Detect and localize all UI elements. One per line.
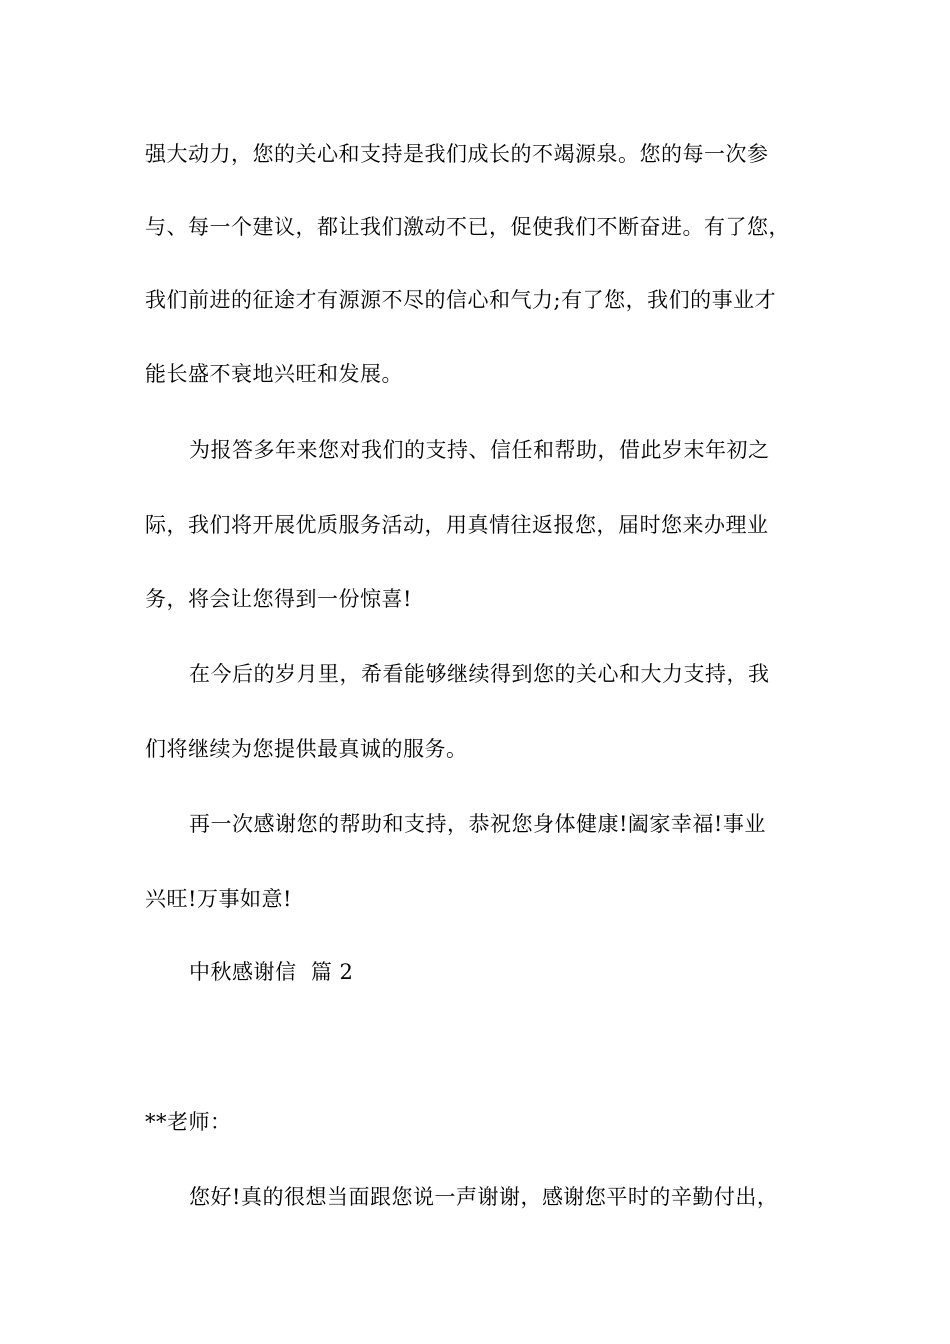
paragraph-5-line-1: 您好!真的很想当面跟您说一声谢谢，感谢您平时的辛勤付出， (189, 1185, 779, 1209)
paragraph-1-line-3: 我们前进的征途才有源源不尽的信心和气力;有了您，我们的事业才 (145, 288, 777, 312)
paragraph-4-line-1: 再一次感谢您的帮助和支持，恭祝您身体健康!阖家幸福!事业 (189, 812, 766, 836)
section-title: 中秋感谢信 篇 2 (189, 960, 354, 984)
paragraph-3-line-1: 在今后的岁月里，希看能够继续得到您的关心和大力支持，我 (189, 662, 770, 686)
paragraph-2-line-2: 际，我们将开展优质服务活动，用真情往返报您，届时您来办理业 (145, 513, 769, 537)
paragraph-4-line-2: 兴旺!万事如意! (145, 887, 292, 911)
paragraph-2-line-1: 为报答多年来您对我们的支持、信任和帮助，借此岁末年初之 (189, 438, 770, 462)
paragraph-2-line-3: 务，将会让您得到一份惊喜! (145, 587, 412, 611)
paragraph-3-line-2: 们将继续为您提供最真诚的服务。 (145, 737, 468, 761)
paragraph-1-line-1: 强大动力，您的关心和支持是我们成长的不竭源泉。您的每一次参 (145, 142, 769, 166)
paragraph-1-line-4: 能长盛不衰地兴旺和发展。 (145, 362, 403, 386)
salutation: **老师： (145, 1110, 232, 1134)
paragraph-1-line-2: 与、每一个建议，都让我们激动不已，促使我们不断奋进。有了您， (145, 215, 790, 239)
